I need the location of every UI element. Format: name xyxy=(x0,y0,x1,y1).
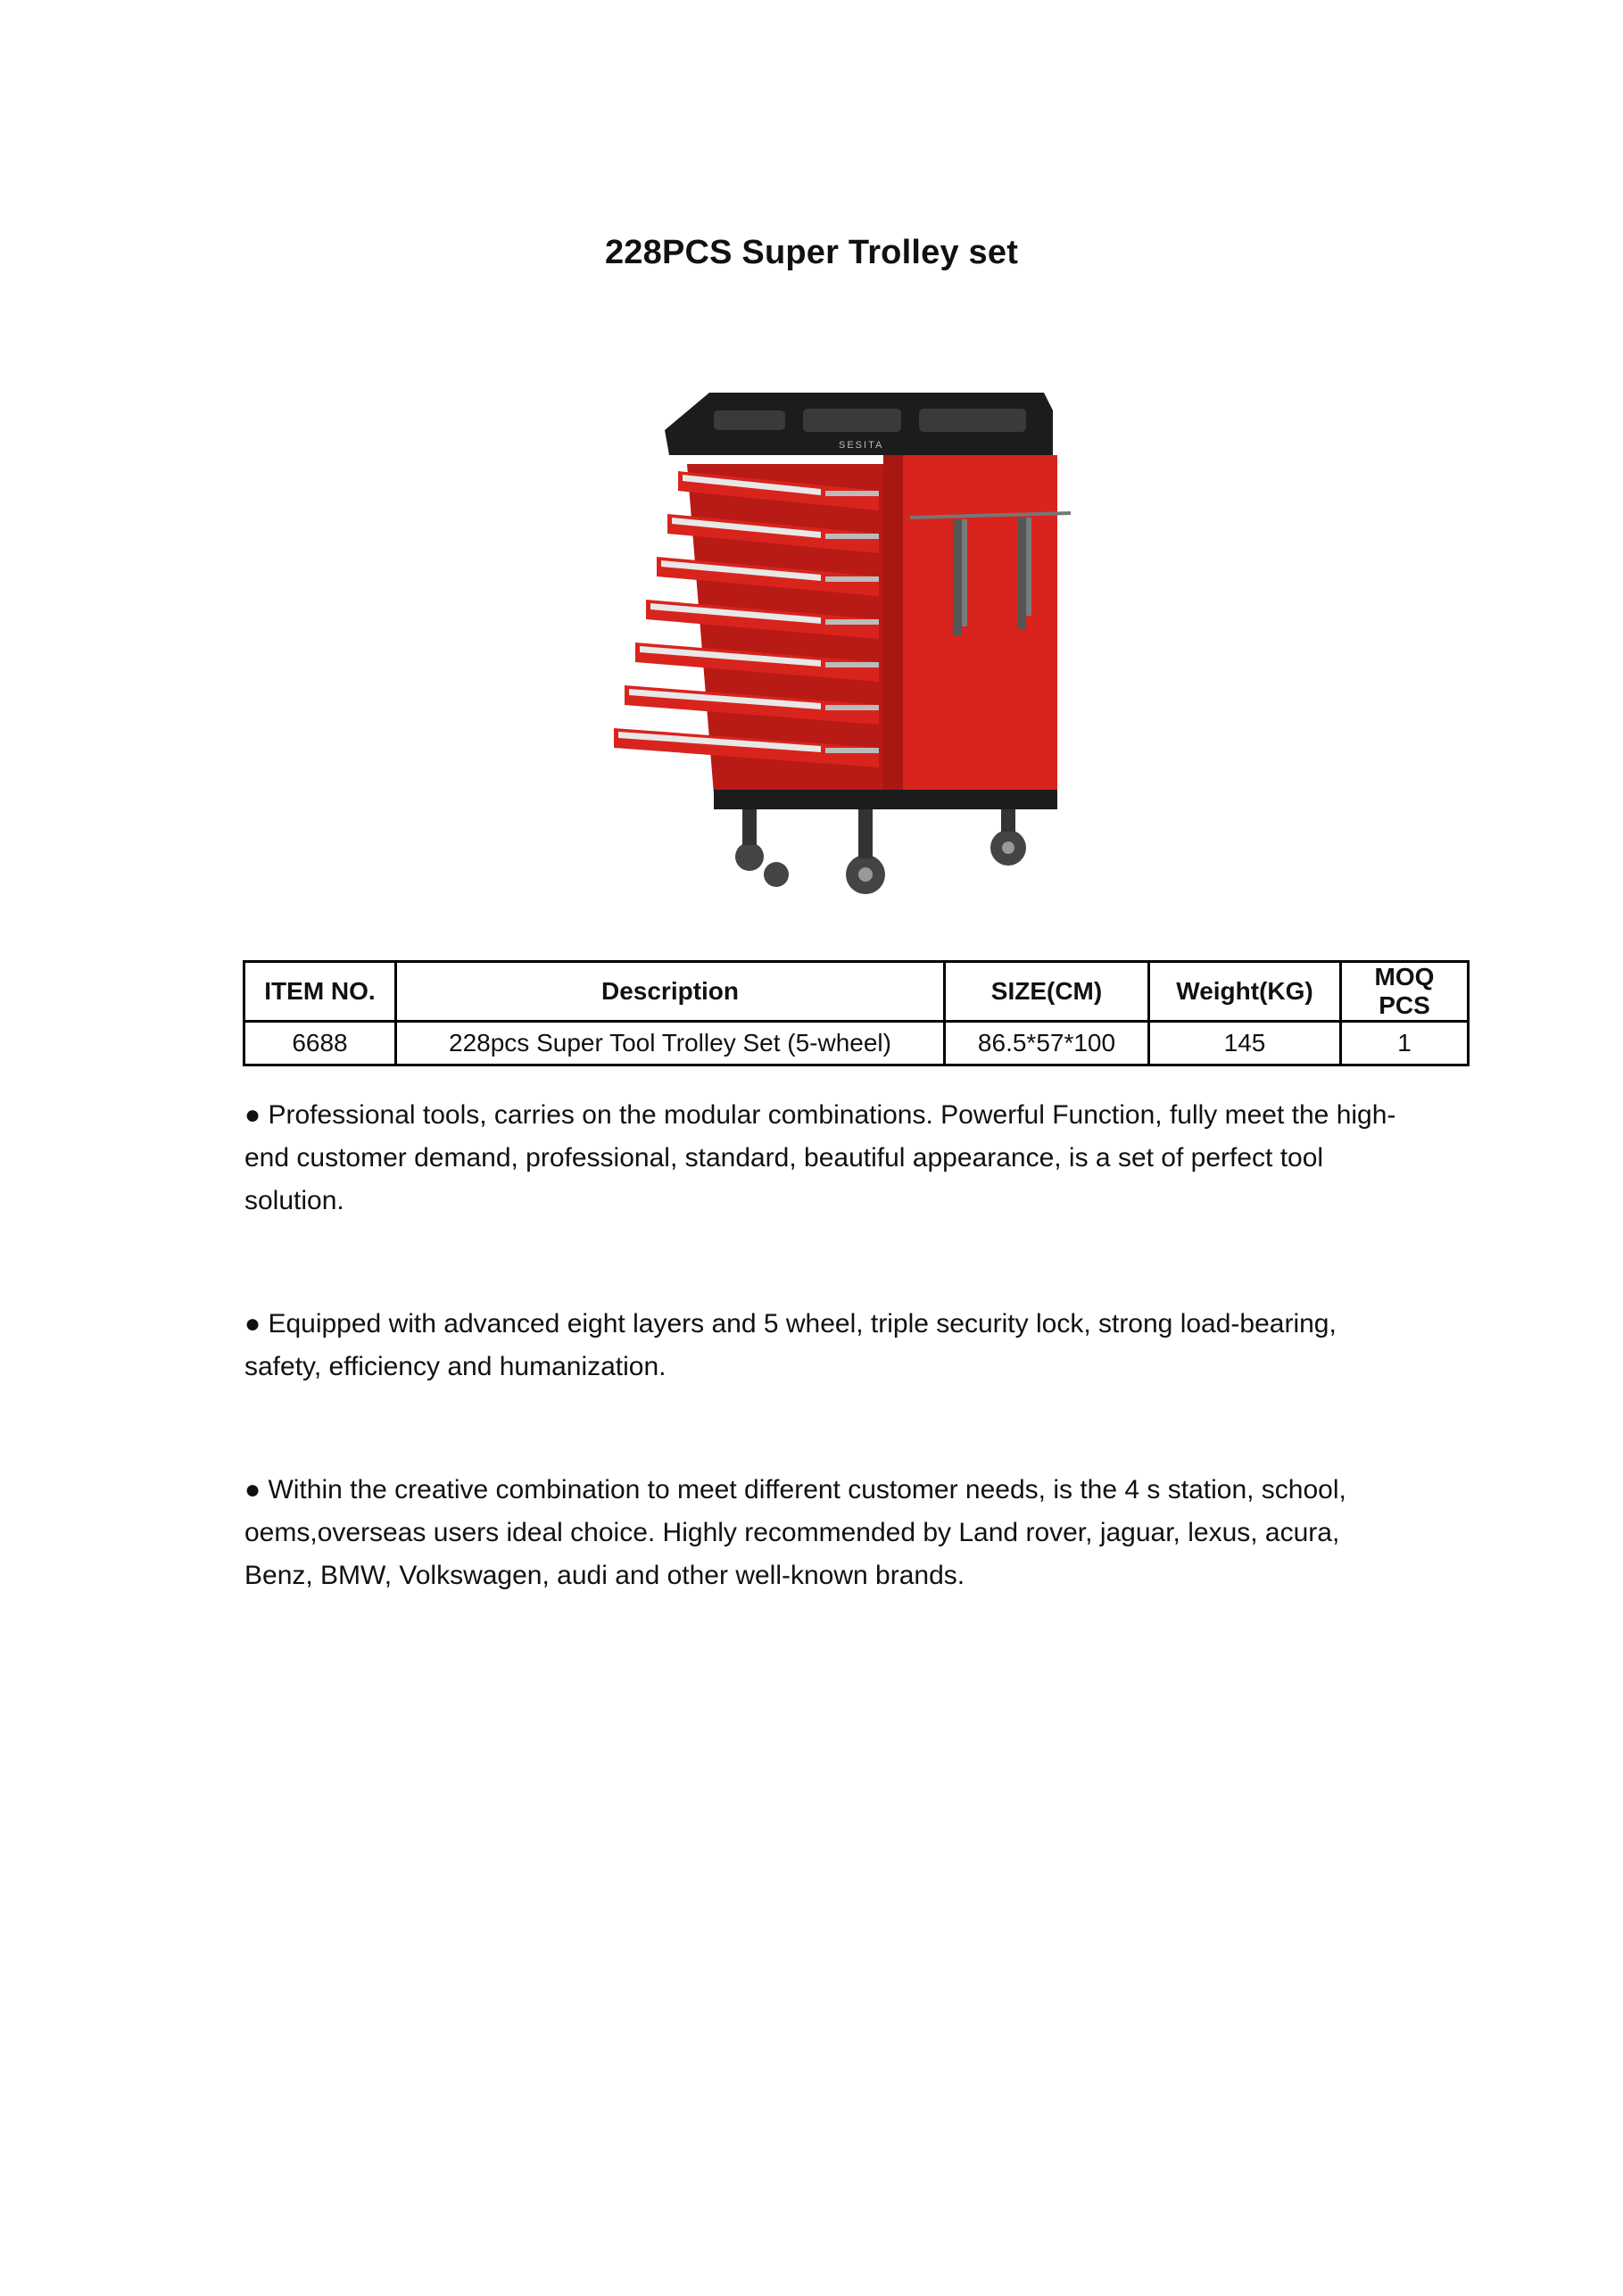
trolley-brand-mark: SESITA xyxy=(839,440,884,451)
wheel-bracket xyxy=(742,809,757,845)
drawer-rail xyxy=(825,576,879,582)
hanging-tool xyxy=(962,519,967,626)
hanging-tool xyxy=(1026,518,1031,616)
drawer-rail xyxy=(825,619,879,625)
table-row xyxy=(244,1022,1469,1065)
hanging-tool xyxy=(1017,518,1026,629)
trolley-side-shade xyxy=(883,455,903,794)
wheel xyxy=(1002,841,1014,854)
drawer-rail xyxy=(825,534,879,539)
page-title: 228PCS Super Trolley set xyxy=(604,234,1019,271)
wheel-bracket xyxy=(1001,809,1015,832)
spec-table xyxy=(243,960,1470,1066)
table-header-cell: Description xyxy=(396,962,945,1022)
wheel-bracket xyxy=(858,809,873,858)
table-cell: 1 xyxy=(1341,1022,1469,1065)
tool-trolley-image xyxy=(553,375,1106,910)
wheel xyxy=(735,842,764,871)
table-header-row xyxy=(244,962,1469,1022)
drawer-rail xyxy=(825,491,879,496)
trolley-base xyxy=(714,790,1057,809)
trolley-top-recess xyxy=(919,409,1026,432)
trolley-top-recess xyxy=(803,409,901,432)
table-header-cell: Weight(KG) xyxy=(1149,962,1341,1022)
table-cell: 86.5*57*100 xyxy=(945,1022,1149,1065)
feature-bullet: ● Within the creative combination to meet different customer needs, is the 4 s station, school, oems,overseas users ideal choice. Highly recommended by Land rover, jaguar, lexus, acura, Benz, BMW, Volkswagen, audi and other well-known brands. xyxy=(244,1475,1346,1590)
wheel xyxy=(858,867,873,882)
feature-bullet: ● Professional tools, carries on the modular combinations. Powerful Function, fully meet the high-end customer demand, professional, standard, beautiful appearance, is a set of perfect tool solution. xyxy=(244,1100,1396,1215)
table-cell: 145 xyxy=(1149,1022,1341,1065)
wheel xyxy=(764,862,789,887)
table-cell: 6688 xyxy=(244,1022,396,1065)
feature-bullet: ● Equipped with advanced eight layers and 5 wheel, triple security lock, strong load-bearing, safety, efficiency and humanization. xyxy=(244,1309,1337,1381)
table-header-cell: MOQ PCS xyxy=(1341,962,1469,1022)
hanging-tool xyxy=(953,519,962,635)
drawer-rail xyxy=(825,748,879,753)
drawer-rail xyxy=(825,705,879,710)
table-cell: 228pcs Super Tool Trolley Set (5-wheel) xyxy=(396,1022,945,1065)
drawer-rail xyxy=(825,662,879,667)
table-header-cell: SIZE(CM) xyxy=(945,962,1149,1022)
table-header-cell: ITEM NO. xyxy=(244,962,396,1022)
trolley-side-panel xyxy=(883,455,1057,794)
trolley-top-recess xyxy=(714,410,785,430)
